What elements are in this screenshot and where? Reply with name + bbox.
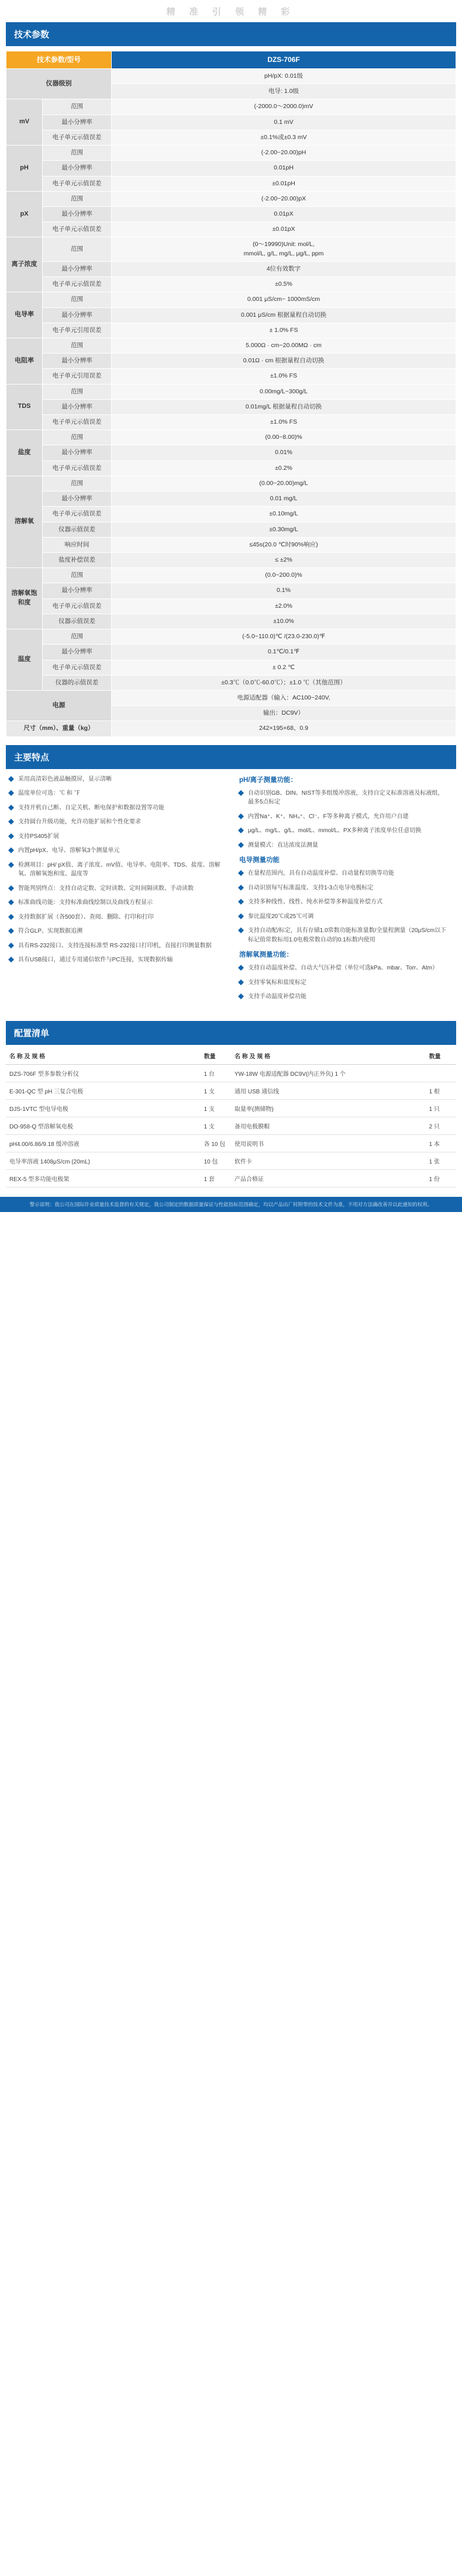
spec-row	[6, 222, 456, 237]
feature-item	[8, 832, 224, 842]
spec-sub-label: 范围	[43, 146, 112, 161]
spec-sub-label: 电子单元示值误差	[43, 415, 112, 430]
diamond-bullet-icon	[8, 847, 15, 853]
diamond-bullet-icon	[8, 805, 15, 811]
feature-item	[238, 869, 449, 878]
spec-value: 0.1 mV	[112, 115, 456, 130]
spec-table	[6, 51, 456, 737]
spec-value: ±0.1%或±0.3 mV	[112, 130, 456, 145]
spec-sub-label: 范围	[43, 99, 112, 115]
spec-power-value: 电源适配器（输入：AC100~240V,	[112, 690, 456, 705]
section-header-spec: 技术参数	[6, 22, 456, 46]
spec-dimension-label: 尺寸（mm）、重量（kg）	[6, 721, 112, 736]
feature-item	[238, 826, 449, 836]
diamond-bullet-icon	[8, 819, 15, 825]
spec-row	[6, 598, 456, 614]
spec-sub-label: 最小分辨率	[43, 206, 112, 221]
spec-value: 4位有效数字	[112, 261, 456, 276]
spec-value: ± 0.2 ℃	[112, 660, 456, 675]
spec-row	[6, 614, 456, 629]
feature-text: 检测项目：pH/ pX值、离子浓度、mV值、电导率、电阻率、TDS、盐度、溶解氧、溶解氧饱和度、温度等	[18, 861, 220, 878]
config-item-name-2: 软件卡	[231, 1152, 426, 1169]
feature-text: 具有RS-232接口、支持连接标准型 RS-232接口打印机，直接打印测量数据	[18, 942, 212, 949]
spec-sub-label: 最小分辨率	[43, 491, 112, 507]
spec-value: ±2.0%	[112, 598, 456, 614]
spec-row	[6, 430, 456, 445]
diamond-bullet-icon	[8, 885, 15, 891]
spec-value: 0.1%	[112, 583, 456, 598]
spec-group-label: 电阻率	[6, 338, 43, 384]
config-item-name-2: 通用 USB 通信线	[231, 1082, 426, 1099]
section-header-config: 配置清单	[6, 1021, 456, 1045]
page-footer-note: 警示说明：我公司在国际许业质量技术监督的有关规定，我公司制定的数据质量保证与性能指标范围确定，均以产品出厂时附带的技术文件为准，不用对方法确改善并以此通知的权利。	[0, 1197, 462, 1213]
diamond-bullet-icon	[238, 899, 244, 905]
config-item-qty-1: 1 支	[201, 1082, 231, 1099]
feature-item	[8, 941, 224, 951]
config-item-qty-2: 1 根	[426, 1082, 456, 1099]
spec-row	[6, 354, 456, 369]
spec-sub-label: 最小分辨率	[43, 354, 112, 369]
spec-row	[6, 537, 456, 552]
spec-value: 0.01pX	[112, 206, 456, 221]
spec-row	[6, 645, 456, 660]
features-area	[6, 769, 456, 1013]
feature-text: 采用高清彩色液晶触摸屏，显示清晰	[18, 775, 112, 783]
spec-sub-label: 仪器示值误差	[43, 614, 112, 629]
spec-sub-label: 范围	[43, 629, 112, 645]
spec-sub-label: 仪器示值误差	[43, 522, 112, 537]
spec-sub-label: 电子单元示值误差	[43, 222, 112, 237]
spec-grade-row	[6, 69, 456, 84]
spec-sub-label: 电子单元示值误差	[43, 277, 112, 292]
spec-row	[6, 415, 456, 430]
feature-item	[8, 818, 224, 827]
feature-text: 温度单位可选：℃ 和 ℉	[18, 790, 80, 797]
config-table	[6, 1047, 456, 1187]
spec-group-label: 温度	[6, 629, 43, 691]
spec-sub-label: 范围	[43, 430, 112, 445]
spec-value: ±0.01pH	[112, 176, 456, 191]
spec-sub-label: 最小分辨率	[43, 161, 112, 176]
config-item-qty-1: 1 支	[201, 1117, 231, 1134]
config-col-header-name-2: 名 称 及 规 格	[231, 1047, 426, 1065]
spec-sub-label: 最小分辨率	[43, 645, 112, 660]
spec-sub-label: 盐度补偿误差	[43, 553, 112, 568]
config-item-name-2: 产品合格证	[231, 1169, 426, 1187]
spec-value: 0.001 μS/cm~ 1000mS/cm	[112, 292, 456, 307]
config-item-qty-1: 10 包	[201, 1152, 231, 1169]
feature-text: 符合GLP、实现数据追溯	[18, 928, 83, 935]
feature-text: 支持自动温度补偿、自动大气压补偿（单位可选kPa、mbar、Torr、Atm）	[248, 965, 439, 972]
spec-value: (0.0~200.0)%	[112, 568, 456, 583]
feature-item	[8, 846, 224, 856]
feature-text: 内置Na⁺、K⁺、NH₄⁺、Cl⁻、F等多种离子模式，允许用户自建	[248, 813, 409, 820]
feature-text: 支持自动配/标定，具有存储1.0常数功能标准量数/全量程测量（20μS/cm以下标记值常数标用1.0电极常数自动的0.1标数内使用	[248, 927, 447, 943]
diamond-bullet-icon	[8, 957, 15, 962]
spec-group-label: TDS	[6, 384, 43, 430]
config-item-name-1: DJS-1VTC 型电导电极	[6, 1099, 201, 1117]
diamond-bullet-icon	[238, 885, 244, 891]
spec-power-row	[6, 690, 456, 705]
feature-text: 支持多种线性、线性、纯水补偿等多种温度补偿方式	[248, 899, 382, 906]
spec-row	[6, 507, 456, 522]
diamond-bullet-icon	[8, 790, 15, 796]
spec-row	[6, 553, 456, 568]
spec-group-label: 盐度	[6, 430, 43, 476]
config-item-name-2: 使用说明书	[231, 1134, 426, 1152]
spec-value: ± 1.0% FS	[112, 323, 456, 338]
feature-text: 支持开机自己断、自定关机、断电保护和数据设置等功能	[18, 804, 164, 811]
config-row	[6, 1169, 456, 1187]
feature-item	[238, 812, 449, 822]
config-row	[6, 1134, 456, 1152]
spec-row	[6, 115, 456, 130]
spec-value: ±0.10mg/L	[112, 507, 456, 522]
diamond-bullet-icon	[8, 862, 15, 868]
spec-sub-label: 范围	[43, 237, 112, 261]
spec-value: 0.01pH	[112, 161, 456, 176]
spec-sub-label: 响应时间	[43, 537, 112, 552]
feature-text: μg/L、mg/L、g/L、mol/L、mmol/L、PX多种离子浓度单位任意切换	[248, 827, 422, 835]
config-table-header-row	[6, 1047, 456, 1065]
spec-sub-label: 最小分辨率	[43, 445, 112, 461]
diamond-bullet-icon	[8, 833, 15, 839]
config-row	[6, 1117, 456, 1134]
diamond-bullet-icon	[238, 993, 244, 999]
feature-item	[8, 955, 224, 965]
spec-header-right: DZS-706F	[112, 51, 456, 69]
diamond-bullet-icon	[238, 979, 244, 985]
feature-subheading: pH/离子测量功能：	[239, 776, 298, 784]
spec-value: (0～19990)Unit: mol/L, mmol/L, g/L, mg/L, μg/L, ppm	[112, 237, 456, 261]
feature-text: 支持零氧标和盐度标定	[248, 979, 306, 986]
spec-row	[6, 629, 456, 645]
feature-subheading: 溶解氧测量功能：	[239, 951, 293, 959]
spec-value: 0.01mg/L 根据量程自动切换	[112, 399, 456, 414]
spec-value: ±1.0% FS	[112, 369, 456, 384]
spec-dimension-value: 242×195×68、0.9	[112, 721, 456, 736]
features-right-column	[231, 769, 456, 1013]
spec-sub-label: 最小分辨率	[43, 583, 112, 598]
spec-grade-label: 仪器级别	[6, 69, 112, 99]
spec-sub-label: 仪器的示值误差	[43, 675, 112, 690]
feature-item	[238, 992, 449, 1002]
spec-header-left: 技术参数/型号	[6, 51, 112, 69]
spec-group-label: 溶解氧	[6, 476, 43, 567]
spec-group-label: mV	[6, 99, 43, 146]
spec-value: 0.01 mg/L	[112, 491, 456, 507]
spec-value: (-5.0~110.0)℃ /(23.0-230.0)℉	[112, 629, 456, 645]
diamond-bullet-icon	[238, 927, 244, 933]
spec-value: 0.1℃/0.1℉	[112, 645, 456, 660]
config-row	[6, 1099, 456, 1117]
feature-text: 支持PS405扩展	[18, 833, 60, 840]
config-item-qty-1: 1 支	[201, 1099, 231, 1117]
spec-grade-value: pH/pX: 0.01级	[112, 69, 456, 84]
spec-value: ±0.2%	[112, 461, 456, 476]
config-item-name-2: 取量率(测储物)	[231, 1099, 426, 1117]
feature-item	[238, 841, 449, 850]
config-item-name-1: REX-5 型多功能电极架	[6, 1169, 201, 1187]
feature-text: 在量程范围内，具有自动温度补偿、自动量程切换等功能	[248, 870, 394, 877]
config-item-qty-2	[426, 1064, 456, 1082]
spec-row	[6, 369, 456, 384]
spec-value: 5.000Ω · cm~20.00MΩ · cm	[112, 338, 456, 353]
diamond-bullet-icon	[238, 813, 244, 819]
spec-row	[6, 338, 456, 353]
diamond-bullet-icon	[238, 965, 244, 971]
spec-value: ±0.3℃（0.0℃-60.0℃）；±1.0 ℃（其他范围）	[112, 675, 456, 690]
spec-value: 0.01%	[112, 445, 456, 461]
spec-sub-label: 范围	[43, 476, 112, 491]
feature-item	[238, 912, 449, 922]
spec-value: ≤45s(20.0 ℃时90%响应)	[112, 537, 456, 552]
spec-sub-label: 最小分辨率	[43, 399, 112, 414]
feature-item	[8, 884, 224, 894]
diamond-bullet-icon	[8, 776, 15, 782]
spec-value: ≤ ±2%	[112, 553, 456, 568]
spec-row	[6, 237, 456, 261]
spec-row	[6, 461, 456, 476]
spec-sub-label: 电子单元示值误差	[43, 598, 112, 614]
config-item-qty-1: 1 台	[201, 1064, 231, 1082]
spec-power-label: 电源	[6, 690, 112, 721]
spec-value: ±1.0% FS	[112, 415, 456, 430]
spec-value: (-2.00~20.00)pH	[112, 146, 456, 161]
spec-sub-label: 电子单元引用误差	[43, 369, 112, 384]
spec-value: 0.001 μS/cm 根据量程自动切换	[112, 307, 456, 323]
feature-item	[8, 861, 224, 879]
feature-item	[8, 927, 224, 936]
spec-row	[6, 583, 456, 598]
spec-value: (-2000.0～2000.0)mV	[112, 99, 456, 115]
spec-sub-label: 最小分辨率	[43, 261, 112, 276]
config-row	[6, 1152, 456, 1169]
feature-item	[8, 789, 224, 798]
feature-text: 标准曲线功能：支持标准曲线绘制以及曲线方程显示	[18, 899, 153, 906]
spec-value: 0.01Ω · cm 根据量程自动切换	[112, 354, 456, 369]
feature-text: 自动识别GB、DIN、NIST等多组缓冲溶液，支持自定义标准溶液及标液组，最多5点标定	[248, 790, 444, 806]
spec-row	[6, 399, 456, 414]
spec-row	[6, 99, 456, 115]
brochure-page	[0, 0, 462, 1212]
spec-row	[6, 146, 456, 161]
spec-row	[6, 323, 456, 338]
config-item-qty-1: 各 10 包	[201, 1134, 231, 1152]
feature-item	[8, 804, 224, 813]
spec-row	[6, 476, 456, 491]
diamond-bullet-icon	[8, 943, 15, 948]
diamond-bullet-icon	[8, 928, 15, 934]
spec-group-label: 溶解氧饱和度	[6, 568, 43, 629]
spec-row	[6, 191, 456, 206]
config-table-wrap	[6, 1047, 456, 1187]
spec-row	[6, 277, 456, 292]
spec-value: ±0.30mg/L	[112, 522, 456, 537]
spec-row	[6, 675, 456, 690]
diamond-bullet-icon	[8, 914, 15, 920]
spec-sub-label: 范围	[43, 292, 112, 307]
spec-row	[6, 522, 456, 537]
spec-sub-label: 范围	[43, 568, 112, 583]
diamond-bullet-icon	[238, 827, 244, 833]
spec-sub-label: 范围	[43, 338, 112, 353]
spec-sub-label: 电子单元示值误差	[43, 130, 112, 145]
config-item-name-2: 备用电极膜帽	[231, 1117, 426, 1134]
spec-row	[6, 568, 456, 583]
feature-text: 自动识别每写标准温度、支持1-3点电导电极标定	[248, 884, 374, 891]
feature-item	[238, 884, 449, 893]
spec-value: ±0.01pX	[112, 222, 456, 237]
spec-sub-label: 最小分辨率	[43, 115, 112, 130]
config-item-name-1: 电导率溶液 1408μS/cm (20mL)	[6, 1152, 201, 1169]
feature-item	[238, 926, 449, 944]
diamond-bullet-icon	[238, 842, 244, 848]
spec-value: (0.00~20.00)mg/L	[112, 476, 456, 491]
config-row	[6, 1082, 456, 1099]
spec-sub-label: 电子单元示值误差	[43, 660, 112, 675]
spec-sub-label: 电子单元示值误差	[43, 507, 112, 522]
feature-subheading: 电导测量功能	[239, 857, 280, 864]
feature-item	[8, 775, 224, 784]
features-left-column	[6, 769, 231, 1013]
spec-group-label: pX	[6, 191, 43, 237]
spec-sub-label: 范围	[43, 384, 112, 399]
spec-sub-label: 范围	[43, 191, 112, 206]
config-col-header-qty-2: 数量	[426, 1047, 456, 1065]
spec-row	[6, 161, 456, 176]
feature-text: 支持手动温度补偿功能	[248, 993, 306, 1000]
config-item-qty-1: 1 套	[201, 1169, 231, 1187]
spec-group-label: pH	[6, 146, 43, 192]
config-row	[6, 1064, 456, 1082]
page-banner: 精 准 引 领 精 彩	[0, 0, 462, 22]
config-item-qty-2: 1 只	[426, 1099, 456, 1117]
config-item-name-1: DO-958-Q 型溶解氧电极	[6, 1117, 201, 1134]
feature-item	[8, 913, 224, 922]
spec-group-label: 电导率	[6, 292, 43, 338]
config-item-name-1: E-301-QC 型 pH 三复合电极	[6, 1082, 201, 1099]
spec-power-value-2: 输出：DC9V）	[112, 706, 456, 721]
spec-row	[6, 176, 456, 191]
config-col-header-qty-1: 数量	[201, 1047, 231, 1065]
config-col-header-name-1: 名 称 及 规 格	[6, 1047, 201, 1065]
spec-row	[6, 130, 456, 145]
feature-text: 具有USB接口，通过专用通信软件与PC连接，实现数据传输	[18, 957, 173, 964]
feature-item	[238, 898, 449, 907]
config-item-qty-2: 1 张	[426, 1152, 456, 1169]
spec-dimension-row	[6, 721, 456, 736]
config-item-name-1: pH4.00/6.86/9.18 缓冲溶液	[6, 1134, 201, 1152]
spec-sub-label: 电子单元示值误差	[43, 461, 112, 476]
feature-text: 测量模式：直达浓度法测量	[248, 842, 318, 849]
spec-sub-label: 最小分辨率	[43, 307, 112, 323]
spec-row	[6, 491, 456, 507]
feature-text: 内置pH/pX、电导、溶解氧3个测量单元	[18, 847, 120, 854]
config-item-qty-2: 2 只	[426, 1117, 456, 1134]
spec-row	[6, 292, 456, 307]
spec-value: 0.00mg/L~300g/L	[112, 384, 456, 399]
feature-item	[8, 898, 224, 908]
spec-row	[6, 384, 456, 399]
spec-header-row	[6, 51, 456, 69]
spec-group-label: 离子浓度	[6, 237, 43, 292]
spec-sub-label: 电子单元示值误差	[43, 176, 112, 191]
config-item-name-1: DZS-706F 型多参数分析仪	[6, 1064, 201, 1082]
diamond-bullet-icon	[238, 870, 244, 876]
section-header-features: 主要特点	[6, 745, 456, 769]
diamond-bullet-icon	[238, 790, 244, 796]
feature-text: 参比温度20℃或25℃可调	[248, 913, 314, 920]
spec-grade-value-2: 电导: 1.0级	[112, 84, 456, 99]
feature-text: 支持圆台升级功能，允许功能扩展和个性化要求	[18, 819, 141, 826]
spec-value: (0.00~8.00)%	[112, 430, 456, 445]
spec-value: ±0.5%	[112, 277, 456, 292]
spec-row	[6, 307, 456, 323]
feature-text: 支持数据扩展（各500套）、查阅、删除、打印和打印	[18, 913, 154, 920]
spec-value: ±10.0%	[112, 614, 456, 629]
spec-row	[6, 445, 456, 461]
spec-row	[6, 261, 456, 276]
feature-item	[238, 964, 449, 973]
feature-text: 智能判别终点：支持自动定数、定时读数、定时间隔读数、手动读数	[18, 885, 194, 892]
config-item-qty-2: 1 本	[426, 1134, 456, 1152]
spec-value: (-2.00~20.00)pX	[112, 191, 456, 206]
diamond-bullet-icon	[8, 899, 15, 905]
diamond-bullet-icon	[238, 913, 244, 919]
feature-item	[238, 978, 449, 988]
config-item-qty-2: 1 份	[426, 1169, 456, 1187]
spec-row	[6, 660, 456, 675]
config-item-name-2: YW-18W 电源适配器 DC9V(内正外负) 1 个	[231, 1064, 426, 1082]
feature-item	[238, 789, 449, 807]
spec-sub-label: 电子单元引用误差	[43, 323, 112, 338]
spec-row	[6, 206, 456, 221]
